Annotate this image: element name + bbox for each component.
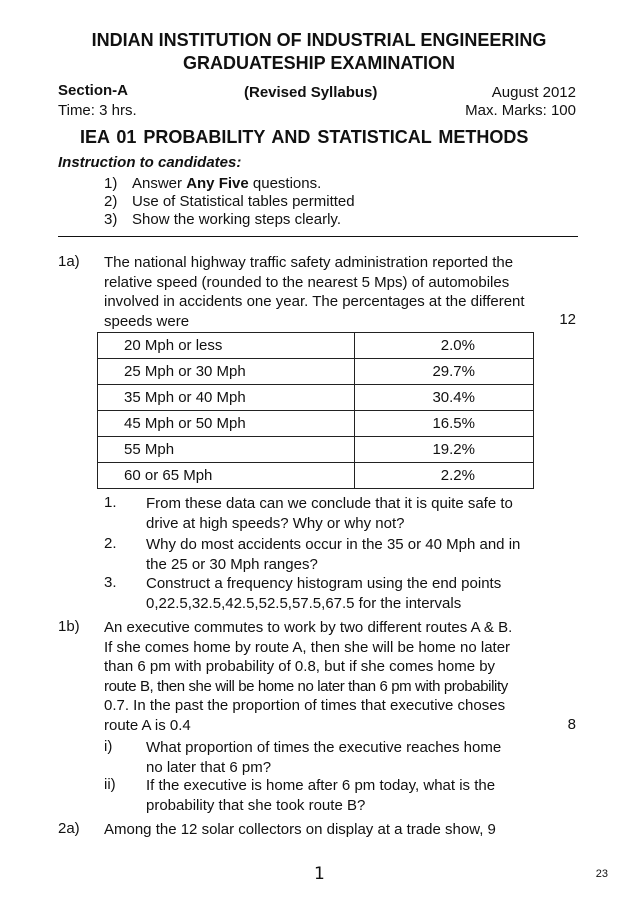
instruction-num: 1)	[104, 175, 118, 192]
table-row	[98, 411, 534, 437]
question-text: Among the 12 solar collectors on display at a trade show, 9	[104, 821, 496, 838]
speed-cell: 60 or 65 Mph	[98, 463, 355, 489]
subquestion-text: What proportion of times the executive reaches home no later that 6 pm?	[146, 739, 502, 776]
subquestion-number: 3.	[104, 574, 117, 591]
subquestion-number: 1.	[104, 494, 117, 511]
instructions-heading: Instruction to candidates:	[58, 154, 242, 171]
table-row	[98, 359, 534, 385]
table-row	[98, 333, 534, 359]
exam-date: August 2012	[491, 84, 576, 101]
question-marks: 12	[559, 311, 576, 328]
question-text: An executive commutes to work by two different routes A & B. If she comes home by route A, then she will be home no later than 6 pm with probability of 0.8, but if she comes home by route B, then she will be home no later than 6 pm with probability 0.7. In the past the proportion of times that executive choses route A is 0.4	[104, 619, 513, 734]
table-row	[98, 437, 534, 463]
percent-cell: 30.4%	[355, 385, 534, 411]
table-row	[98, 463, 534, 489]
speed-cell: 35 Mph or 40 Mph	[98, 385, 355, 411]
speed-cell: 25 Mph or 30 Mph	[98, 359, 355, 385]
subquestion-text: Why do most accidents occur in the 35 or 40 Mph and in the 25 or 30 Mph ranges?	[146, 536, 521, 573]
section-label: Section-A	[58, 82, 129, 99]
corner-page-number: 23	[595, 868, 608, 880]
question-number: 1b)	[58, 618, 80, 635]
subquestion-number: ii)	[104, 776, 116, 793]
subquestion-number: 2.	[104, 535, 117, 552]
header-divider	[58, 236, 578, 237]
question-number: 1a)	[58, 253, 80, 270]
question-number: 2a)	[58, 820, 80, 837]
speed-cell: 45 Mph or 50 Mph	[98, 411, 355, 437]
subquestion-number: i)	[104, 738, 113, 755]
max-marks: Max. Marks: 100	[465, 102, 576, 119]
instruction-item: Use of Statistical tables permitted	[132, 193, 355, 210]
speed-cell: 55 Mph	[98, 437, 355, 463]
subquestion-text: From these data can we conclude that it is quite safe to drive at high speeds? Why or why not?	[146, 495, 513, 532]
instruction-item: Answer Any Five questions.	[132, 175, 322, 192]
percent-cell: 19.2%	[355, 437, 534, 463]
percent-cell: 2.0%	[355, 333, 534, 359]
institution-title: INDIAN INSTITUTION OF INDUSTRIAL ENGINEERING	[91, 30, 547, 50]
syllabus-label: (Revised Syllabus)	[244, 84, 378, 101]
instruction-num: 3)	[104, 211, 118, 228]
percent-cell: 16.5%	[355, 411, 534, 437]
page-number: 1	[314, 864, 325, 884]
question-marks: 8	[567, 716, 576, 733]
speed-percent-table	[97, 332, 534, 489]
paper-title: IEA 01 PROBABILITY AND STATISTICAL METHODS	[80, 127, 529, 147]
exam-title: GRADUATESHIP EXAMINATION	[182, 53, 455, 73]
exam-time: Time: 3 hrs.	[58, 102, 137, 119]
percent-cell: 29.7%	[355, 359, 534, 385]
subquestion-text: If the executive is home after 6 pm today, what is the probability that she took route B?	[146, 777, 496, 814]
instruction-item: Show the working steps clearly.	[132, 211, 341, 228]
table-row	[98, 385, 534, 411]
instruction-num: 2)	[104, 193, 118, 210]
percent-cell: 2.2%	[355, 463, 534, 489]
speed-cell: 20 Mph or less	[98, 333, 355, 359]
question-text: The national highway traffic safety administration reported the relative speed (rounded to the nearest 5 Mps) of automobiles involved in accidents one year. The percentages at the different speeds were	[104, 254, 525, 330]
subquestion-text: Construct a frequency histogram using the end points 0,22.5,32.5,42.5,52.5,57.5,67.5 for the intervals	[146, 575, 502, 612]
